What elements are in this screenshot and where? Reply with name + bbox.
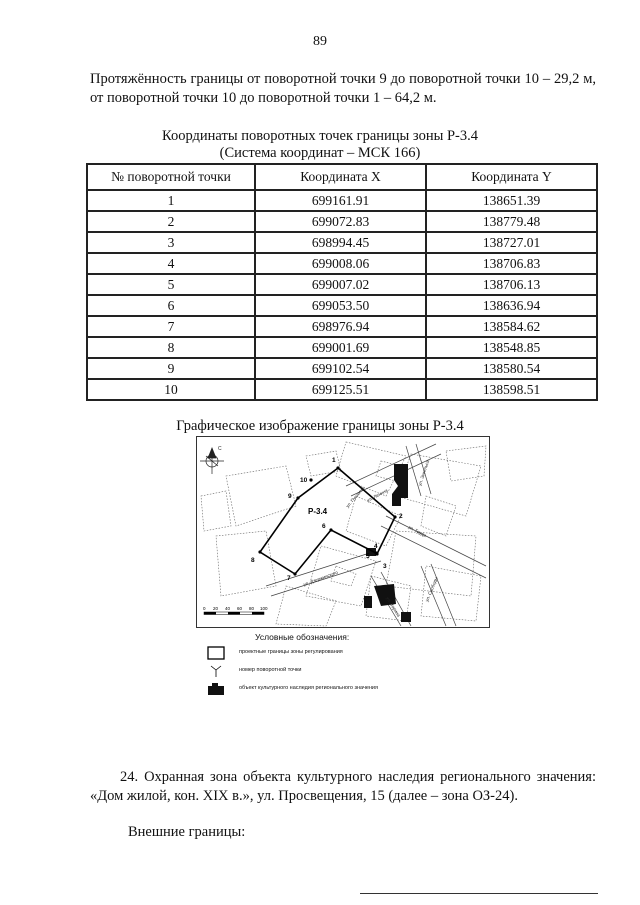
street-label: ул. Пушкина bbox=[344, 485, 366, 509]
point-label-7: 7 bbox=[287, 575, 291, 582]
intro-paragraph: Протяжённость границы от поворотной точки 9 до поворотной точки 10 – 29,2 м, от поворотной точки 10 до поворотной точки 1 – 64,2 м. bbox=[90, 71, 596, 106]
cell-point: 7 bbox=[87, 316, 255, 337]
cell-y: 138584.62 bbox=[426, 316, 597, 337]
table-caption-line1: Координаты поворотных точек границы зоны Р-3.4 bbox=[162, 128, 478, 144]
header-point-number: № поворотной точки bbox=[87, 164, 255, 190]
cell-y: 138548.85 bbox=[426, 337, 597, 358]
cell-point: 9 bbox=[87, 358, 255, 379]
cell-y: 138598.51 bbox=[426, 379, 597, 400]
scale-bar bbox=[204, 612, 264, 615]
cell-point: 4 bbox=[87, 253, 255, 274]
scale-label: 100 bbox=[260, 606, 268, 611]
cell-y: 138636.94 bbox=[426, 295, 597, 316]
street-label: ул. Ленина bbox=[366, 487, 389, 503]
cell-y: 138706.13 bbox=[426, 274, 597, 295]
point-label-5: 5 bbox=[366, 553, 370, 560]
cell-point: 8 bbox=[87, 337, 255, 358]
zone-map-svg bbox=[196, 436, 490, 628]
graphic-title: Графическое изображение границы зоны Р-3.4 bbox=[176, 418, 464, 434]
scale-label: 40 bbox=[225, 606, 231, 611]
header-coord-y: Координата Y bbox=[426, 164, 597, 190]
table-header-row bbox=[87, 164, 597, 190]
legend-item-boundary bbox=[207, 646, 447, 662]
point-label-9: 9 bbox=[288, 493, 292, 500]
cell-x: 699053.50 bbox=[255, 295, 426, 316]
cell-y: 138580.54 bbox=[426, 358, 597, 379]
table-row bbox=[87, 358, 597, 379]
map-frame bbox=[197, 437, 490, 628]
paragraph-24: 24. Охранная зона объекта культурного наследия регионального значения: «Дом жилой, кон. XIX в.», ул. Просвещения, 15 (далее – зона ОЗ-24). bbox=[90, 769, 596, 804]
street-label: ул. Дзержинского bbox=[302, 569, 339, 587]
cell-x: 699125.51 bbox=[255, 379, 426, 400]
point-label-1: 1 bbox=[332, 457, 336, 464]
scale-label: 20 bbox=[213, 606, 219, 611]
legend-item-point bbox=[207, 664, 447, 680]
header-coord-x: Координата X bbox=[255, 164, 426, 190]
cell-point: 5 bbox=[87, 274, 255, 295]
point-label-3: 3 bbox=[383, 563, 387, 570]
cell-x: 699102.54 bbox=[255, 358, 426, 379]
cell-y: 138706.83 bbox=[426, 253, 597, 274]
north-label: С bbox=[218, 446, 222, 452]
cell-x: 699001.69 bbox=[255, 337, 426, 358]
zone-map bbox=[196, 436, 490, 628]
legend-label: объект культурного наследия регионального значения bbox=[239, 685, 378, 691]
heritage-symbol-icon bbox=[207, 682, 225, 696]
street-label: ул. Труда bbox=[407, 524, 428, 539]
boundary-symbol-icon bbox=[207, 646, 225, 660]
street-label: ул. Энгельса bbox=[417, 459, 431, 487]
street-label: ул. Зорина bbox=[385, 595, 402, 618]
cell-x: 699161.91 bbox=[255, 190, 426, 211]
table-row bbox=[87, 379, 597, 400]
point-label-4: 4 bbox=[374, 543, 378, 550]
scale-label: 80 bbox=[249, 606, 255, 611]
cell-point: 1 bbox=[87, 190, 255, 211]
street-label: ул. Свободы bbox=[424, 576, 439, 603]
legend-label: проектные границы зоны регулирования bbox=[239, 649, 343, 655]
point-symbol-icon bbox=[207, 664, 225, 678]
cell-point: 10 bbox=[87, 379, 255, 400]
cell-point: 6 bbox=[87, 295, 255, 316]
table-row bbox=[87, 253, 597, 274]
point-label-10: 10 bbox=[300, 477, 308, 484]
footer-divider bbox=[360, 893, 598, 894]
legend-item-heritage bbox=[207, 682, 447, 698]
scale-label: 0 bbox=[203, 606, 206, 611]
point-label-2: 2 bbox=[399, 513, 403, 520]
table-row bbox=[87, 211, 597, 232]
table-row bbox=[87, 274, 597, 295]
coordinates-table bbox=[86, 163, 598, 401]
table-row bbox=[87, 190, 597, 211]
cell-x: 698994.45 bbox=[255, 232, 426, 253]
point-label-6: 6 bbox=[322, 523, 326, 530]
table-row bbox=[87, 316, 597, 337]
table-row bbox=[87, 295, 597, 316]
cell-y: 138779.48 bbox=[426, 211, 597, 232]
cell-point: 2 bbox=[87, 211, 255, 232]
table-row bbox=[87, 232, 597, 253]
cell-x: 699072.83 bbox=[255, 211, 426, 232]
cell-x: 699008.06 bbox=[255, 253, 426, 274]
table-row bbox=[87, 337, 597, 358]
point-label-8: 8 bbox=[251, 557, 255, 564]
scale-label: 60 bbox=[237, 606, 243, 611]
page-number: 89 bbox=[313, 34, 327, 49]
cell-x: 699007.02 bbox=[255, 274, 426, 295]
cell-y: 138651.39 bbox=[426, 190, 597, 211]
external-borders-heading: Внешние границы: bbox=[128, 824, 246, 840]
cell-x: 698976.94 bbox=[255, 316, 426, 337]
legend-title: Условные обозначения: bbox=[255, 632, 350, 642]
zone-label: Р-3.4 bbox=[308, 507, 328, 516]
legend-label: номер поворотной точки bbox=[239, 667, 302, 673]
table-caption-line2: (Система координат – МСК 166) bbox=[219, 145, 421, 161]
cell-point: 3 bbox=[87, 232, 255, 253]
cell-y: 138727.01 bbox=[426, 232, 597, 253]
